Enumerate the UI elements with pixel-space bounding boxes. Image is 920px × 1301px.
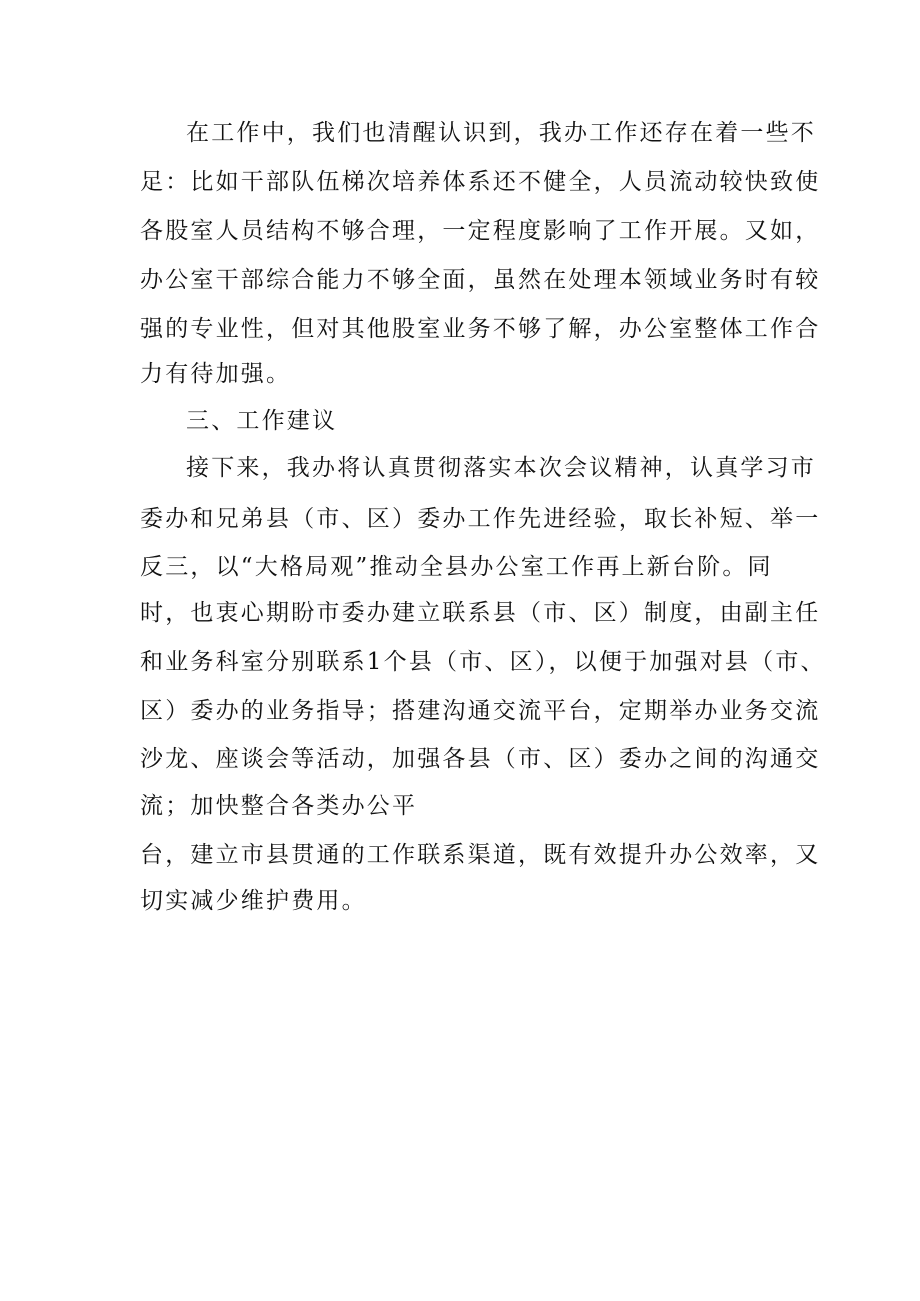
paragraph-2-line-8: 流；加快整合各类办公平 (140, 793, 418, 819)
paragraph-3-line-2: 切实减少维护费用。 (140, 888, 367, 914)
paragraph-1-line-6: 力有待加强。 (140, 361, 292, 387)
paragraph-2-line-2: 委办和兄弟县（市、区）委办工作先进经验，取长补短、举一 (140, 506, 821, 532)
paragraph-1-line-4: 办公室干部综合能力不够全面，虽然在处理本领域业务时有较 (140, 267, 821, 293)
paragraph-1-line-3: 各股室人员结构不够合理，一定程度影响了工作开展。又如， (140, 218, 821, 244)
paragraph-1-line-1: 在工作中，我们也清醒认识到，我办工作还存在着一些不 (186, 120, 816, 146)
paragraph-1-line-2: 足：比如干部队伍梯次培养体系还不健全，人员流动较快致使 (140, 169, 821, 195)
paragraph-2-line-7: 沙龙、座谈会等活动，加强各县（市、区）委办之间的沟通交 (140, 746, 821, 772)
paragraph-1-line-5: 强的专业性，但对其他股室业务不够了解，办公室整体工作合 (140, 316, 821, 342)
paragraph-2-line-5: 和业务科室分别联系1个县（市、区），以便于加强对县（市、 (140, 649, 826, 675)
paragraph-2-line-3: 反三，以“大格局观”推动全县办公室工作再上新台阶。同 (140, 554, 773, 580)
section-heading: 三、工作建议 (186, 408, 338, 434)
paragraph-2-line-6: 区）委办的业务指导；搭建沟通交流平台，定期举办业务交流 (140, 698, 821, 724)
paragraph-2-line-1: 接下来，我办将认真贯彻落实本次会议精神，认真学习市 (186, 455, 816, 481)
paragraph-2-line-4: 时，也衷心期盼市委办建立联系县（市、区）制度，由副主任 (140, 600, 821, 626)
paragraph-3-line-1: 台，建立市县贯通的工作联系渠道，既有效提升办公效率，又 (140, 842, 821, 868)
